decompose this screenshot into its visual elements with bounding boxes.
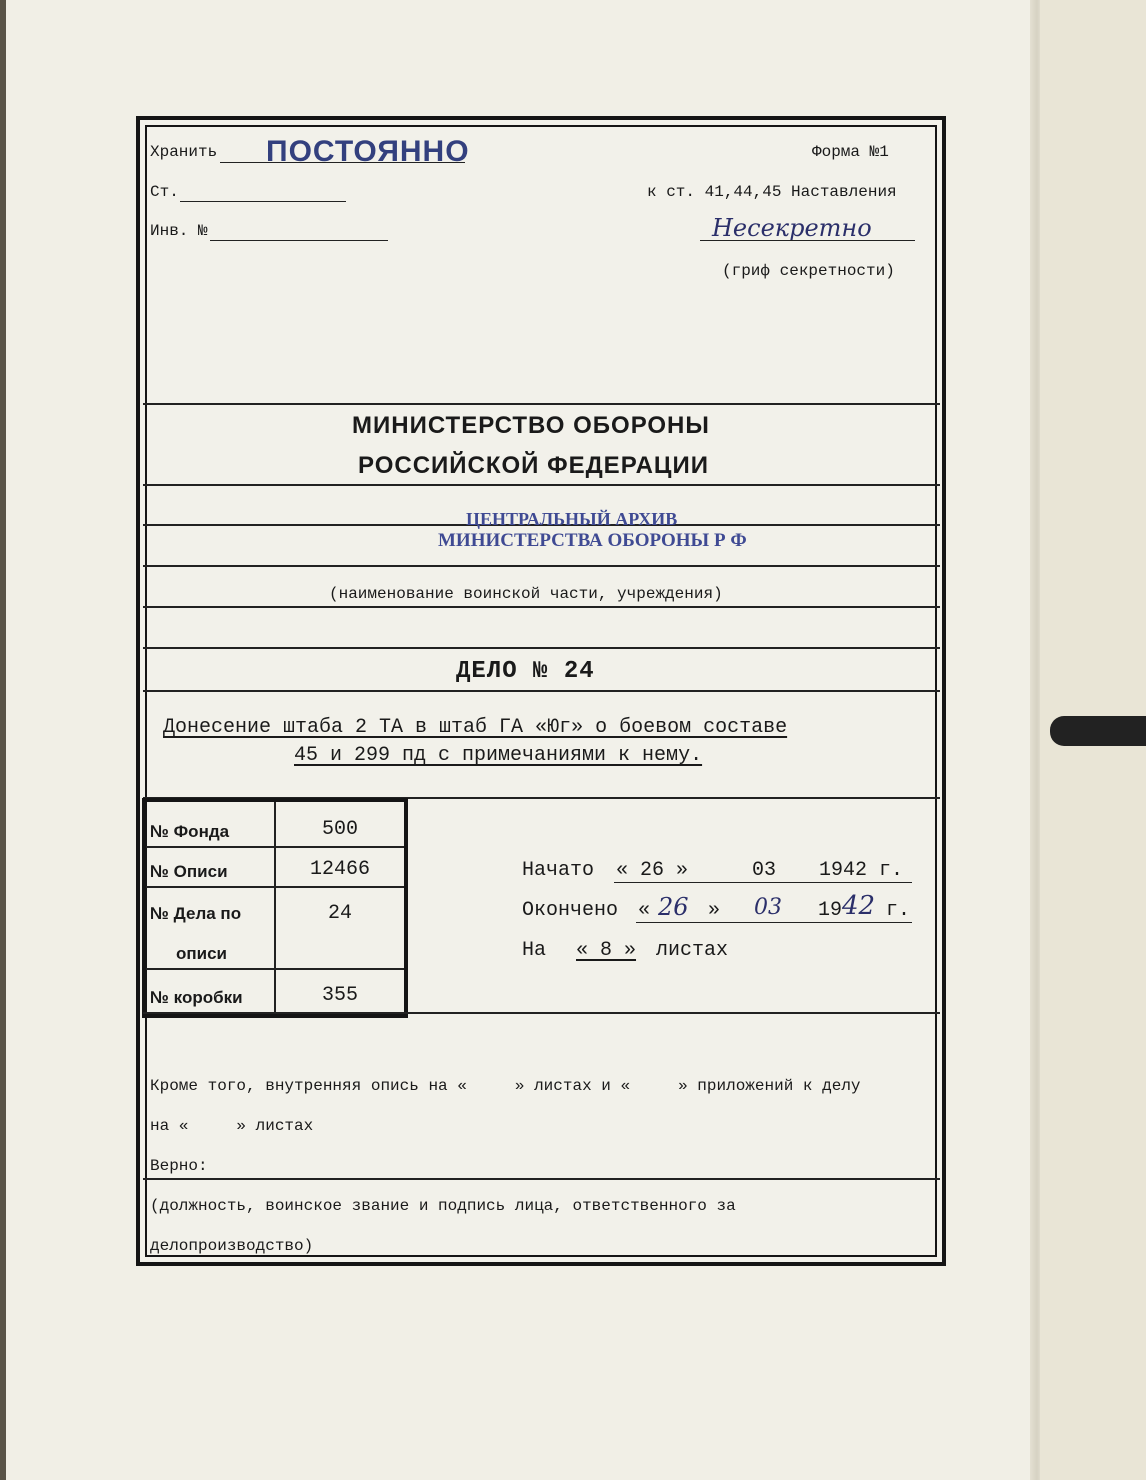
delo-label-line2: описи	[176, 944, 228, 963]
footer-inventory-line1: Кроме того, внутренняя опись на « » листах и « » приложений к делу	[150, 1077, 861, 1095]
sheets-value: « 8 »	[576, 939, 637, 962]
fond-value: 500	[321, 818, 358, 841]
started-year: 1942 г.	[819, 859, 904, 882]
secrecy-handwritten: Несекретно	[712, 214, 872, 242]
ministry-line2: РОССИЙСКОЙ ФЕДЕРАЦИИ	[358, 452, 709, 479]
keep-label: Хранить	[150, 143, 218, 161]
ended-day-handwritten: 26	[658, 893, 689, 921]
divider-footer-signature	[143, 1178, 940, 1180]
sheets-suffix: листах	[656, 939, 729, 962]
form-number: Форма №1	[812, 143, 889, 161]
footer-inventory-line2: на « » листах	[150, 1117, 314, 1135]
ended-year-handwritten: 42	[842, 891, 876, 921]
divider-unit-bottom	[143, 606, 940, 608]
box-label: № коробки	[150, 988, 243, 1007]
box-value: 355	[321, 984, 358, 1007]
footer-responsible-line2: делопроизводство)	[150, 1237, 314, 1255]
divider-unit-top	[143, 565, 940, 567]
footer-verified: Верно:	[150, 1157, 208, 1175]
ended-month-handwritten: 03	[754, 895, 782, 920]
keep-stamp: ПОСТОЯННО	[266, 135, 470, 168]
case-title: ДЕЛО № 24	[456, 658, 595, 685]
table-row	[146, 888, 404, 970]
ended-day-open: «	[638, 899, 651, 922]
unit-caption: (наименование воинской части, учреждения)	[329, 585, 723, 603]
footer-responsible-line1: (должность, воинское звание и подпись лица, ответственного за	[150, 1197, 736, 1215]
ended-day-close: »	[708, 899, 721, 922]
divider-footer-top	[143, 1012, 940, 1014]
sheets-label: На	[522, 939, 547, 962]
divider-case-top	[143, 647, 940, 649]
archive-index-table	[142, 798, 408, 1018]
opis-label: № Описи	[150, 862, 228, 881]
divider-case-bottom	[143, 690, 940, 692]
reference-text: к ст. 41,44,45 Наставления	[647, 183, 897, 201]
st-underline	[180, 201, 346, 202]
started-underline	[614, 882, 912, 883]
inv-underline	[210, 240, 388, 241]
st-label: Ст.	[150, 183, 179, 201]
ended-underline	[636, 922, 912, 923]
started-month: 03	[752, 859, 777, 882]
ministry-line1: МИНИСТЕРСТВО ОБОРОНЫ	[352, 412, 710, 439]
archive-stamp-line2: МИНИСТЕРСТВА ОБОРОНЫ Р Ф	[438, 530, 747, 551]
case-description-line1: Донесение штаба 2 ТА в штаб ГА «Юг» о боевом составе	[163, 716, 788, 739]
table-row	[146, 848, 404, 888]
delo-label-line1: № Дела по	[150, 904, 242, 923]
divider-ministry-bottom	[143, 484, 940, 486]
ended-year-prefix: 19	[818, 899, 843, 922]
table-row	[146, 970, 404, 1014]
ended-label: Окончено	[522, 899, 619, 922]
inv-label: Инв. №	[150, 222, 208, 240]
table-row	[146, 802, 404, 848]
secrecy-caption: (гриф секретности)	[722, 262, 895, 280]
case-description-line2: 45 и 299 пд с примечаниями к нему.	[294, 744, 703, 767]
ended-year-suffix: г.	[886, 899, 911, 922]
divider-ministry-top	[143, 403, 940, 405]
delo-value: 24	[327, 902, 352, 925]
started-day: « 26 »	[616, 859, 689, 882]
secrecy-underline	[700, 240, 915, 241]
opis-value: 12466	[309, 858, 370, 881]
started-label: Начато	[522, 859, 595, 882]
archive-stamp-line1: ЦЕНТРАЛЬНЫЙ АРХИВ	[466, 509, 678, 529]
fond-label: № Фонда	[150, 822, 230, 841]
folder-tie-string	[1050, 716, 1146, 746]
